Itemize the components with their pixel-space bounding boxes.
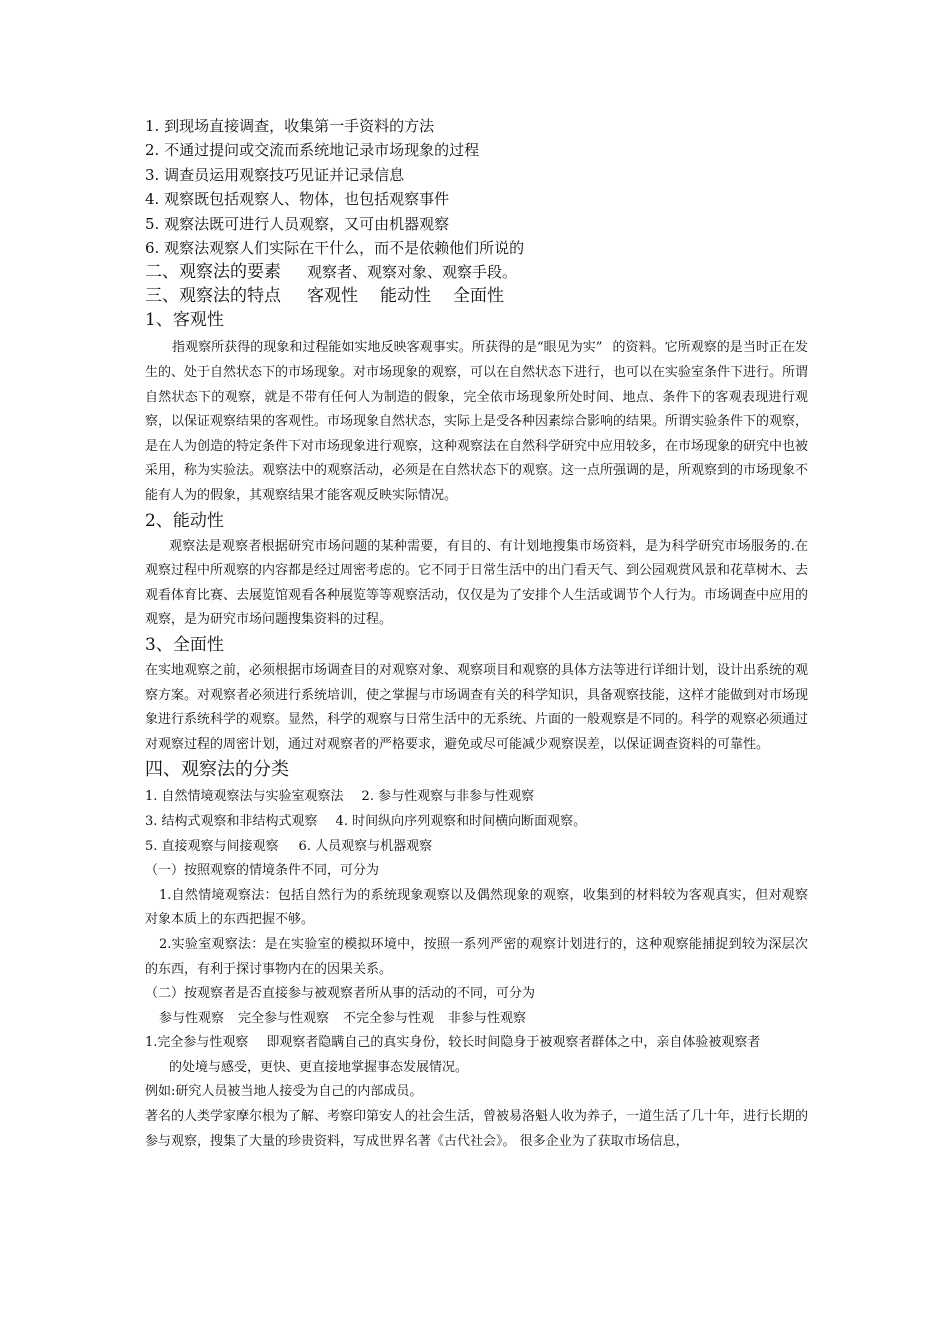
initiative-paragraph: 观察法是观察者根据研究市场问题的某种需要，有目的、有计划地搜集市场资料，是为科学研究市场服务的.在观察过程中所观察的内容都是经过周密考虑的。它不同于日常生活中的出门看天气、到公园观赏风景和花草树木、去观看体育比赛、去展览馆观看各种展览等等观察活动，仅仅是为了安排个人生活或调节个人行为。市场调查中应用的观察，是为研究市场问题搜集资料的过程。	[145, 538, 809, 628]
type-participant: 参与性观察	[159, 1010, 225, 1026]
participation-types	[145, 1007, 808, 1032]
intro-line-1: 1. 到现场直接调查，收集第一手资料的方法	[145, 117, 435, 135]
full-participation-text-2: 的处境与感受，更快、更直接地掌握事态发展情况。	[169, 1059, 469, 1075]
full-participation-text: 即观察者隐瞒自己的真实身份，较长时间隐身于被观察者群体之中，亲自体验被观察者	[266, 1035, 761, 1051]
natural-observation-paragraph: 1.自然情境观察法：包括自然行为的系统现象观察以及偶然现象的观察，收集到的材料较为客观真实，但对观察对象本质上的东西把握不够。	[145, 887, 808, 928]
feature-comprehensive: 全面性	[453, 286, 504, 307]
objectivity-heading: 1、客观性	[145, 310, 224, 331]
intro-line-2: 2. 不通过提问或交流而系统地记录市场现象的过程	[145, 141, 480, 160]
feature-objectivity: 客观性	[307, 286, 358, 307]
class-item-1: 1. 自然情境观察法与实验室观察法	[145, 789, 344, 805]
section-features-title: 三、观察法的特点	[145, 286, 281, 307]
intro-line-6: 6. 观察法观察人们实际在干什么，而不是依赖他们所说的	[145, 239, 525, 258]
type-non-participant: 非参与性观察	[448, 1010, 527, 1026]
classification-row-2	[145, 810, 808, 835]
type-partial-participant: 不完全参与性观	[343, 1010, 435, 1026]
group-2-title: （二）按观察者是否直接参与被观察者所从事的活动的不同，可分为	[145, 986, 536, 1002]
intro-line-3: 3. 调查员运用观察技巧见证并记录信息	[145, 165, 405, 184]
initiative-heading: 2、能动性	[145, 510, 224, 531]
class-item-5: 5. 直接观察与间接观察	[145, 838, 279, 854]
type-full-participant: 完全参与性观察	[238, 1010, 330, 1026]
classification-row-1	[145, 785, 808, 810]
intro-line-4: 4. 观察既包括观察人、物体，也包括观察事件	[145, 190, 450, 209]
full-participation-term: 1.完全参与性观察	[145, 1035, 249, 1051]
section-elements-title: 二、观察法的要素	[145, 262, 281, 283]
document-page	[145, 114, 808, 1154]
section-features	[145, 284, 808, 308]
class-item-2: 2. 参与性观察与非参与性观察	[361, 789, 535, 805]
class-item-6: 6. 人员观察与机器观察	[298, 838, 433, 854]
class-item-3: 3. 结构式观察和非结构式观察	[145, 813, 318, 829]
objectivity-text-b: 的资料。它所观察的是当时正在发生的、处于自然状态下的市场现象。对市场现象的观察，可以在自然状态下进行，也可以在实验室条件下进行。所谓自然状态下的观察，就是不带有任何人为制造的假象，完全依市场现象所处时间、地点、条件下的客观表现进行观察，以保证观察结果的客观性。市场现象自然状态，实际上是受各种因素综合影响的结果。所谓实验条件下的观察，是在人为创造的特定条件下对市场现象进行观察，这种观察法在自然科学研究中应用较多，在市场现象的研究中也被采用，称为实验法。观察法中的观察活动，必须是在自然状态下的观察。这一点所强调的是，所观察到的市场现象不能有人为的假象，其观察结果才能客观反映实际情况。	[145, 340, 809, 503]
comprehensive-paragraph: 在实地观察之前，必须根据市场调查目的对观察对象、观察项目和观察的具体方法等进行详细计划，设计出系统的观察方案。对观察者必须进行系统培训，使之掌握与市场调查有关的科学知识，具备观察技能，这样才能做到对市场现象进行系统科学的观察。显然，科学的观察与日常生活中的无系统、片面的一般观察是不同的。科学的观察必须通过对观察过程的周密计划，通过对观察者的严格要求，避免或尽可能减少观察误差，以保证调查资料的可靠性。	[145, 662, 809, 752]
section-elements	[145, 260, 808, 284]
objectivity-paragraph	[145, 336, 808, 508]
objectivity-text-a: 指观察所获得的现象和过程能如实地反映客观事实。所获得的是“眼见为实”	[172, 340, 603, 356]
group-1-title: （一）按照观察的情境条件不同，可分为	[145, 863, 380, 879]
classification-row-3	[145, 835, 808, 860]
comprehensive-heading: 3、全面性	[145, 634, 224, 655]
class-item-4: 4. 时间纵向序列观察和时间横向断面观察。	[335, 813, 587, 829]
example-line: 例如:研究人员被当地人接受为自己的内部成员。	[145, 1084, 423, 1100]
lab-observation-paragraph: 2.实验室观察法：是在实验室的模拟环境中，按照一系列严密的观察计划进行的，这种观察能捕捉到较为深层次的东西，有利于探讨事物内在的因果关系。	[145, 936, 808, 977]
full-participation-paragraph	[145, 1031, 808, 1080]
feature-initiative: 能动性	[380, 286, 431, 307]
morgan-paragraph: 著名的人类学家摩尔根为了解、考察印第安人的社会生活，曾被易洛魁人收为养子，一道生活了几十年，进行长期的参与观察，搜集了大量的珍贵资料，写成世界名著《古代社会》。 很多企业为了获取市场信息，	[145, 1109, 809, 1149]
classification-heading: 四、观察法的分类	[145, 759, 289, 781]
intro-line-5: 5. 观察法既可进行人员观察，又可由机器观察	[145, 214, 450, 233]
section-elements-content: 观察者、观察对象、观察手段。	[307, 263, 518, 282]
